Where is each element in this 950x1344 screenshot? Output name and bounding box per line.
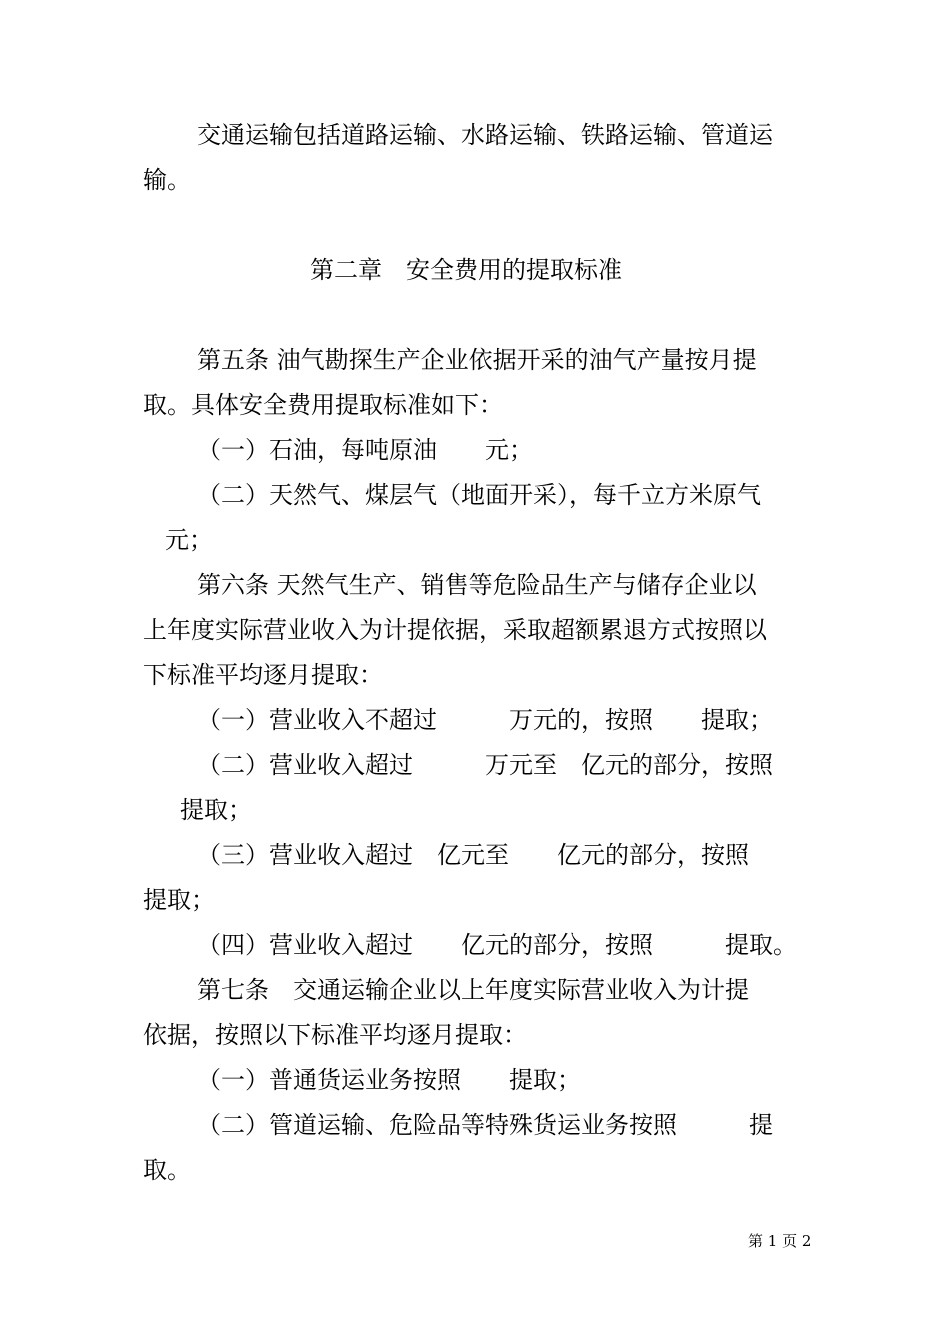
article-7-item-2-cont: 取。 bbox=[143, 1156, 191, 1184]
article-6-line-3: 下标准平均逐月提取： bbox=[143, 661, 383, 689]
article-5-item-1: （一）石油，每吨原油 元； bbox=[197, 436, 533, 464]
article-6-item-3-cont: 提取； bbox=[143, 886, 215, 914]
chapter-heading: 第二章 安全费用的提取标准 bbox=[310, 256, 622, 284]
article-6-item-1: （一）营业收入不超过 万元的，按照 提取； bbox=[197, 706, 773, 734]
article-6-item-2: （二）营业收入超过 万元至 亿元的部分，按照 bbox=[197, 751, 773, 779]
article-5-line-1: 第五条 油气勘探生产企业依据开采的油气产量按月提 bbox=[197, 346, 757, 374]
article-6-line-1: 第六条 天然气生产、销售等危险品生产与储存企业以 bbox=[197, 571, 757, 599]
article-5-line-2: 取。具体安全费用提取标准如下： bbox=[143, 391, 503, 419]
page-number: 第 1 页 2 bbox=[748, 1232, 812, 1250]
article-7-item-2: （二）管道运输、危险品等特殊货运业务按照 提 bbox=[197, 1111, 773, 1139]
article-6-item-4: （四）营业收入超过 亿元的部分，按照 提取。 bbox=[197, 931, 797, 959]
article-6-line-2: 上年度实际营业收入为计提依据，采取超额累退方式按照以 bbox=[143, 616, 767, 644]
article-6-item-2-cont: 提取； bbox=[180, 796, 252, 824]
article-5-item-2-cont: 元； bbox=[165, 526, 213, 554]
paragraph-line-2: 输。 bbox=[143, 166, 191, 194]
article-6-item-3: （三）营业收入超过 亿元至 亿元的部分，按照 bbox=[197, 841, 749, 869]
article-5-item-2: （二）天然气、煤层气（地面开采），每千立方米原气 bbox=[197, 481, 761, 509]
article-7-item-1: （一）普通货运业务按照 提取； bbox=[197, 1066, 581, 1094]
article-7-line-2: 依据，按照以下标准平均逐月提取： bbox=[143, 1021, 527, 1049]
article-7-line-1: 第七条 交通运输企业以上年度实际营业收入为计提 bbox=[197, 976, 749, 1004]
paragraph-line-1: 交通运输包括道路运输、水路运输、铁路运输、管道运 bbox=[197, 121, 773, 149]
